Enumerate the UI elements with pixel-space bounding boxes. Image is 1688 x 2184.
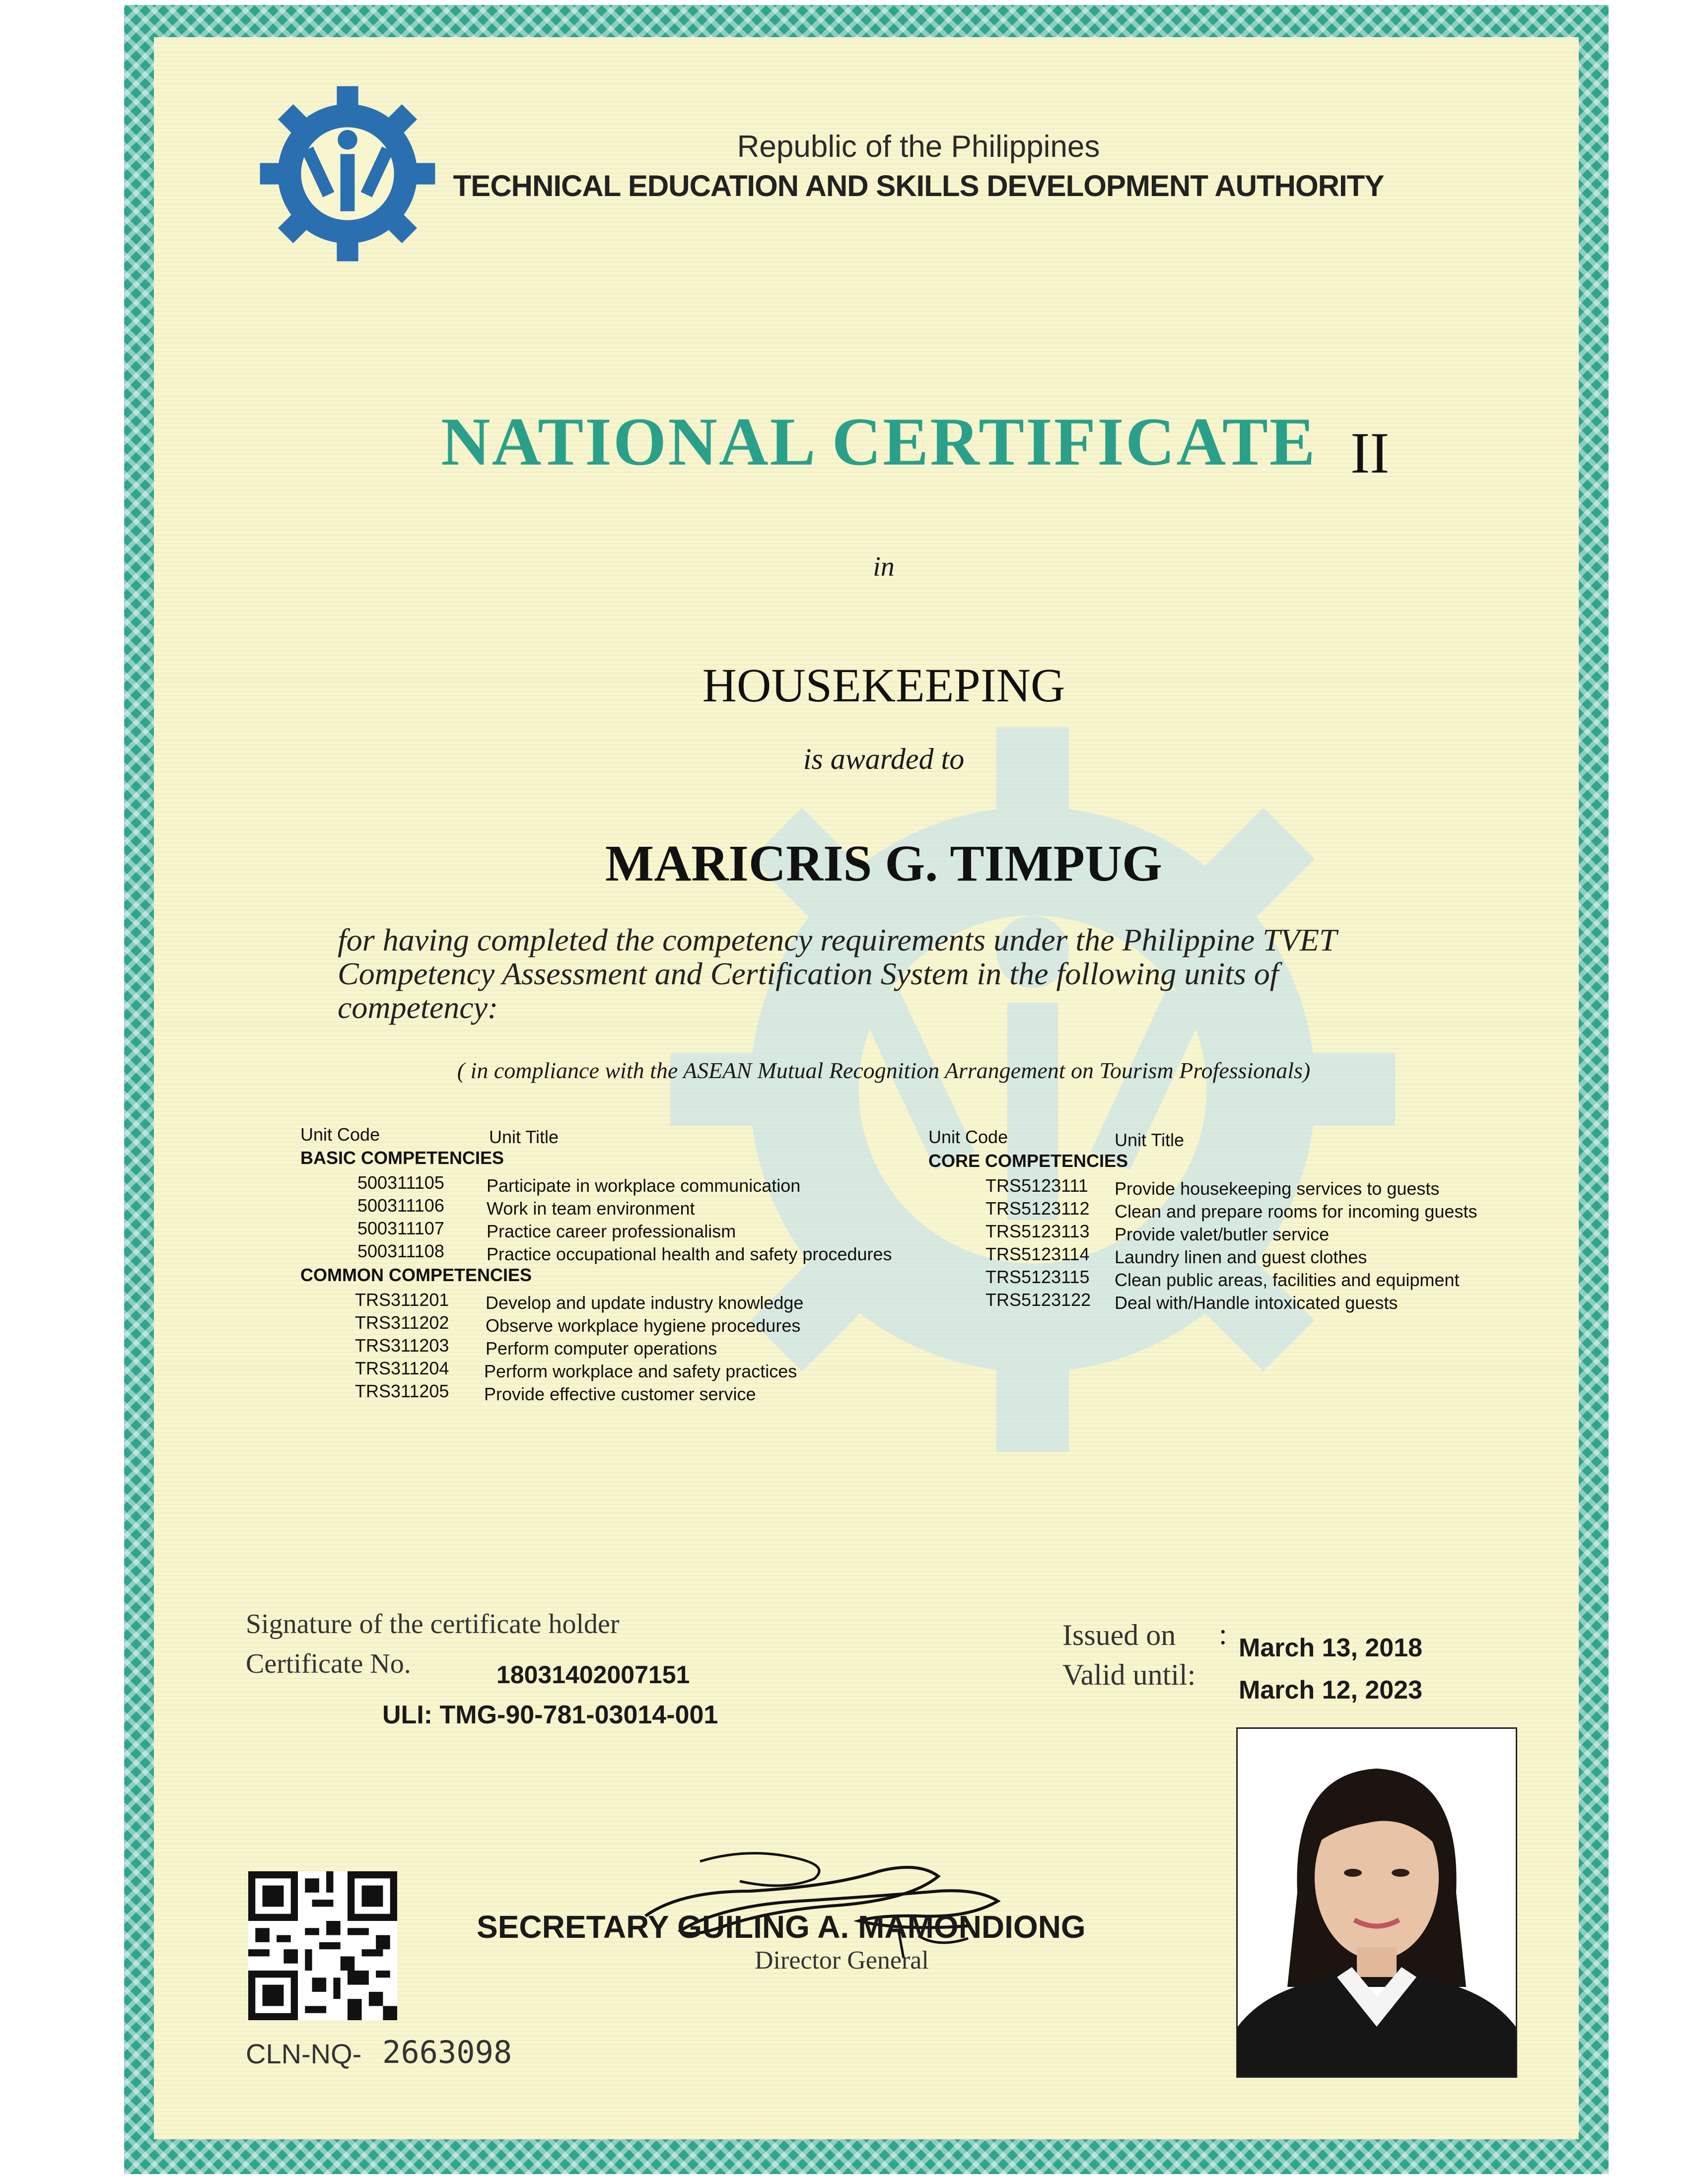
unit-title: Practice career professionalism: [487, 1221, 736, 1241]
completion-statement: for having completed the competency requirements under the Philippine TVET Competency Assessment and Certification System in the following units of competency:: [338, 922, 1336, 1025]
issued-label: Issued on: [1062, 1619, 1176, 1651]
unit-code: TRS5123113: [985, 1221, 1090, 1241]
unit-title: Provide effective customer service: [484, 1384, 756, 1404]
certificate-number-label: Certificate No.: [246, 1648, 411, 1679]
cln-number: 2663098: [382, 2034, 512, 2070]
unit-code: TRS5123114: [985, 1244, 1090, 1264]
unit-title-header: Unit Title: [489, 1127, 559, 1147]
unit-title: Perform workplace and safety practices: [484, 1361, 797, 1381]
unit-code-header: Unit Code: [928, 1127, 1008, 1147]
issued-colon: :: [1219, 1618, 1227, 1650]
common-heading: COMMON COMPETENCIES: [300, 1265, 532, 1285]
unit-code: TRS311201: [355, 1290, 449, 1310]
qr-code-icon: [248, 1871, 397, 2020]
unit-code: 500311106: [357, 1195, 444, 1216]
certificate-title: NATIONAL CERTIFICATE: [441, 404, 1317, 479]
authority-heading: TECHNICAL EDUCATION AND SKILLS DEVELOPMENT AUTHORITY: [453, 169, 1384, 203]
unit-title: Provide housekeeping services to guests: [1115, 1178, 1440, 1199]
unit-title: Work in team environment: [487, 1198, 695, 1219]
republic-heading: Republic of the Philippines: [737, 130, 1100, 164]
unit-title: Perform computer operations: [486, 1338, 717, 1359]
qualification-title: HOUSEKEEPING: [702, 659, 1065, 712]
valid-date: March 12, 2023: [1239, 1676, 1423, 1705]
unit-code: TRS5123115: [985, 1267, 1090, 1287]
holder-name: MARICRIS G. TIMPUG: [605, 835, 1162, 892]
certificate-level: II: [1350, 420, 1390, 485]
unit-title: Deal with/Handle intoxicated guests: [1115, 1293, 1398, 1313]
unit-title: Develop and update industry knowledge: [486, 1293, 804, 1313]
unit-code: 500311107: [357, 1218, 444, 1238]
unit-title: Laundry linen and guest clothes: [1115, 1247, 1367, 1267]
issued-date: March 13, 2018: [1239, 1634, 1423, 1662]
unit-code: TRS311203: [355, 1335, 449, 1356]
unit-title: Observe workplace hygiene procedures: [486, 1315, 801, 1336]
unit-code: TRS311202: [355, 1312, 449, 1333]
unit-title: Provide valet/butler service: [1115, 1224, 1330, 1244]
holder-photo: [1236, 1727, 1517, 2078]
director-title: Director General: [755, 1946, 929, 1975]
cln-label: CLN-NQ-: [246, 2038, 362, 2069]
in-text: in: [873, 551, 895, 582]
uli-number: ULI: TMG-90-781-03014-001: [382, 1701, 718, 1729]
unit-code: 500311105: [357, 1172, 444, 1193]
basic-heading: BASIC COMPETENCIES: [300, 1148, 504, 1168]
unit-code: TRS311205: [355, 1381, 449, 1401]
unit-code: TRS311204: [355, 1358, 449, 1378]
director-name: SECRETARY GUILING A. MAMONDIONG: [477, 1909, 1086, 1945]
core-heading: CORE COMPETENCIES: [928, 1151, 1128, 1171]
awarded-text: is awarded to: [803, 743, 965, 775]
portrait-image: [1238, 1729, 1516, 2076]
holder-signature-label: Signature of the certificate holder: [246, 1609, 620, 1639]
unit-title: Practice occupational health and safety procedures: [487, 1244, 892, 1264]
unit-title: Clean and prepare rooms for incoming guests: [1115, 1201, 1477, 1222]
unit-title: Clean public areas, facilities and equipment: [1115, 1270, 1460, 1290]
valid-label: Valid until:: [1062, 1658, 1196, 1691]
unit-code: TRS5123111: [985, 1175, 1088, 1196]
unit-code-header: Unit Code: [300, 1124, 380, 1145]
unit-code: TRS5123122: [985, 1290, 1091, 1310]
compliance-note: ( in compliance with the ASEAN Mutual Recognition Arrangement on Tourism Professionals): [457, 1058, 1311, 1083]
certificate-number: 18031402007151: [496, 1661, 690, 1689]
unit-title-header: Unit Title: [1115, 1130, 1185, 1150]
unit-title: Participate in workplace communication: [487, 1175, 801, 1196]
unit-code: TRS5123112: [985, 1198, 1090, 1219]
unit-code: 500311108: [357, 1241, 444, 1261]
